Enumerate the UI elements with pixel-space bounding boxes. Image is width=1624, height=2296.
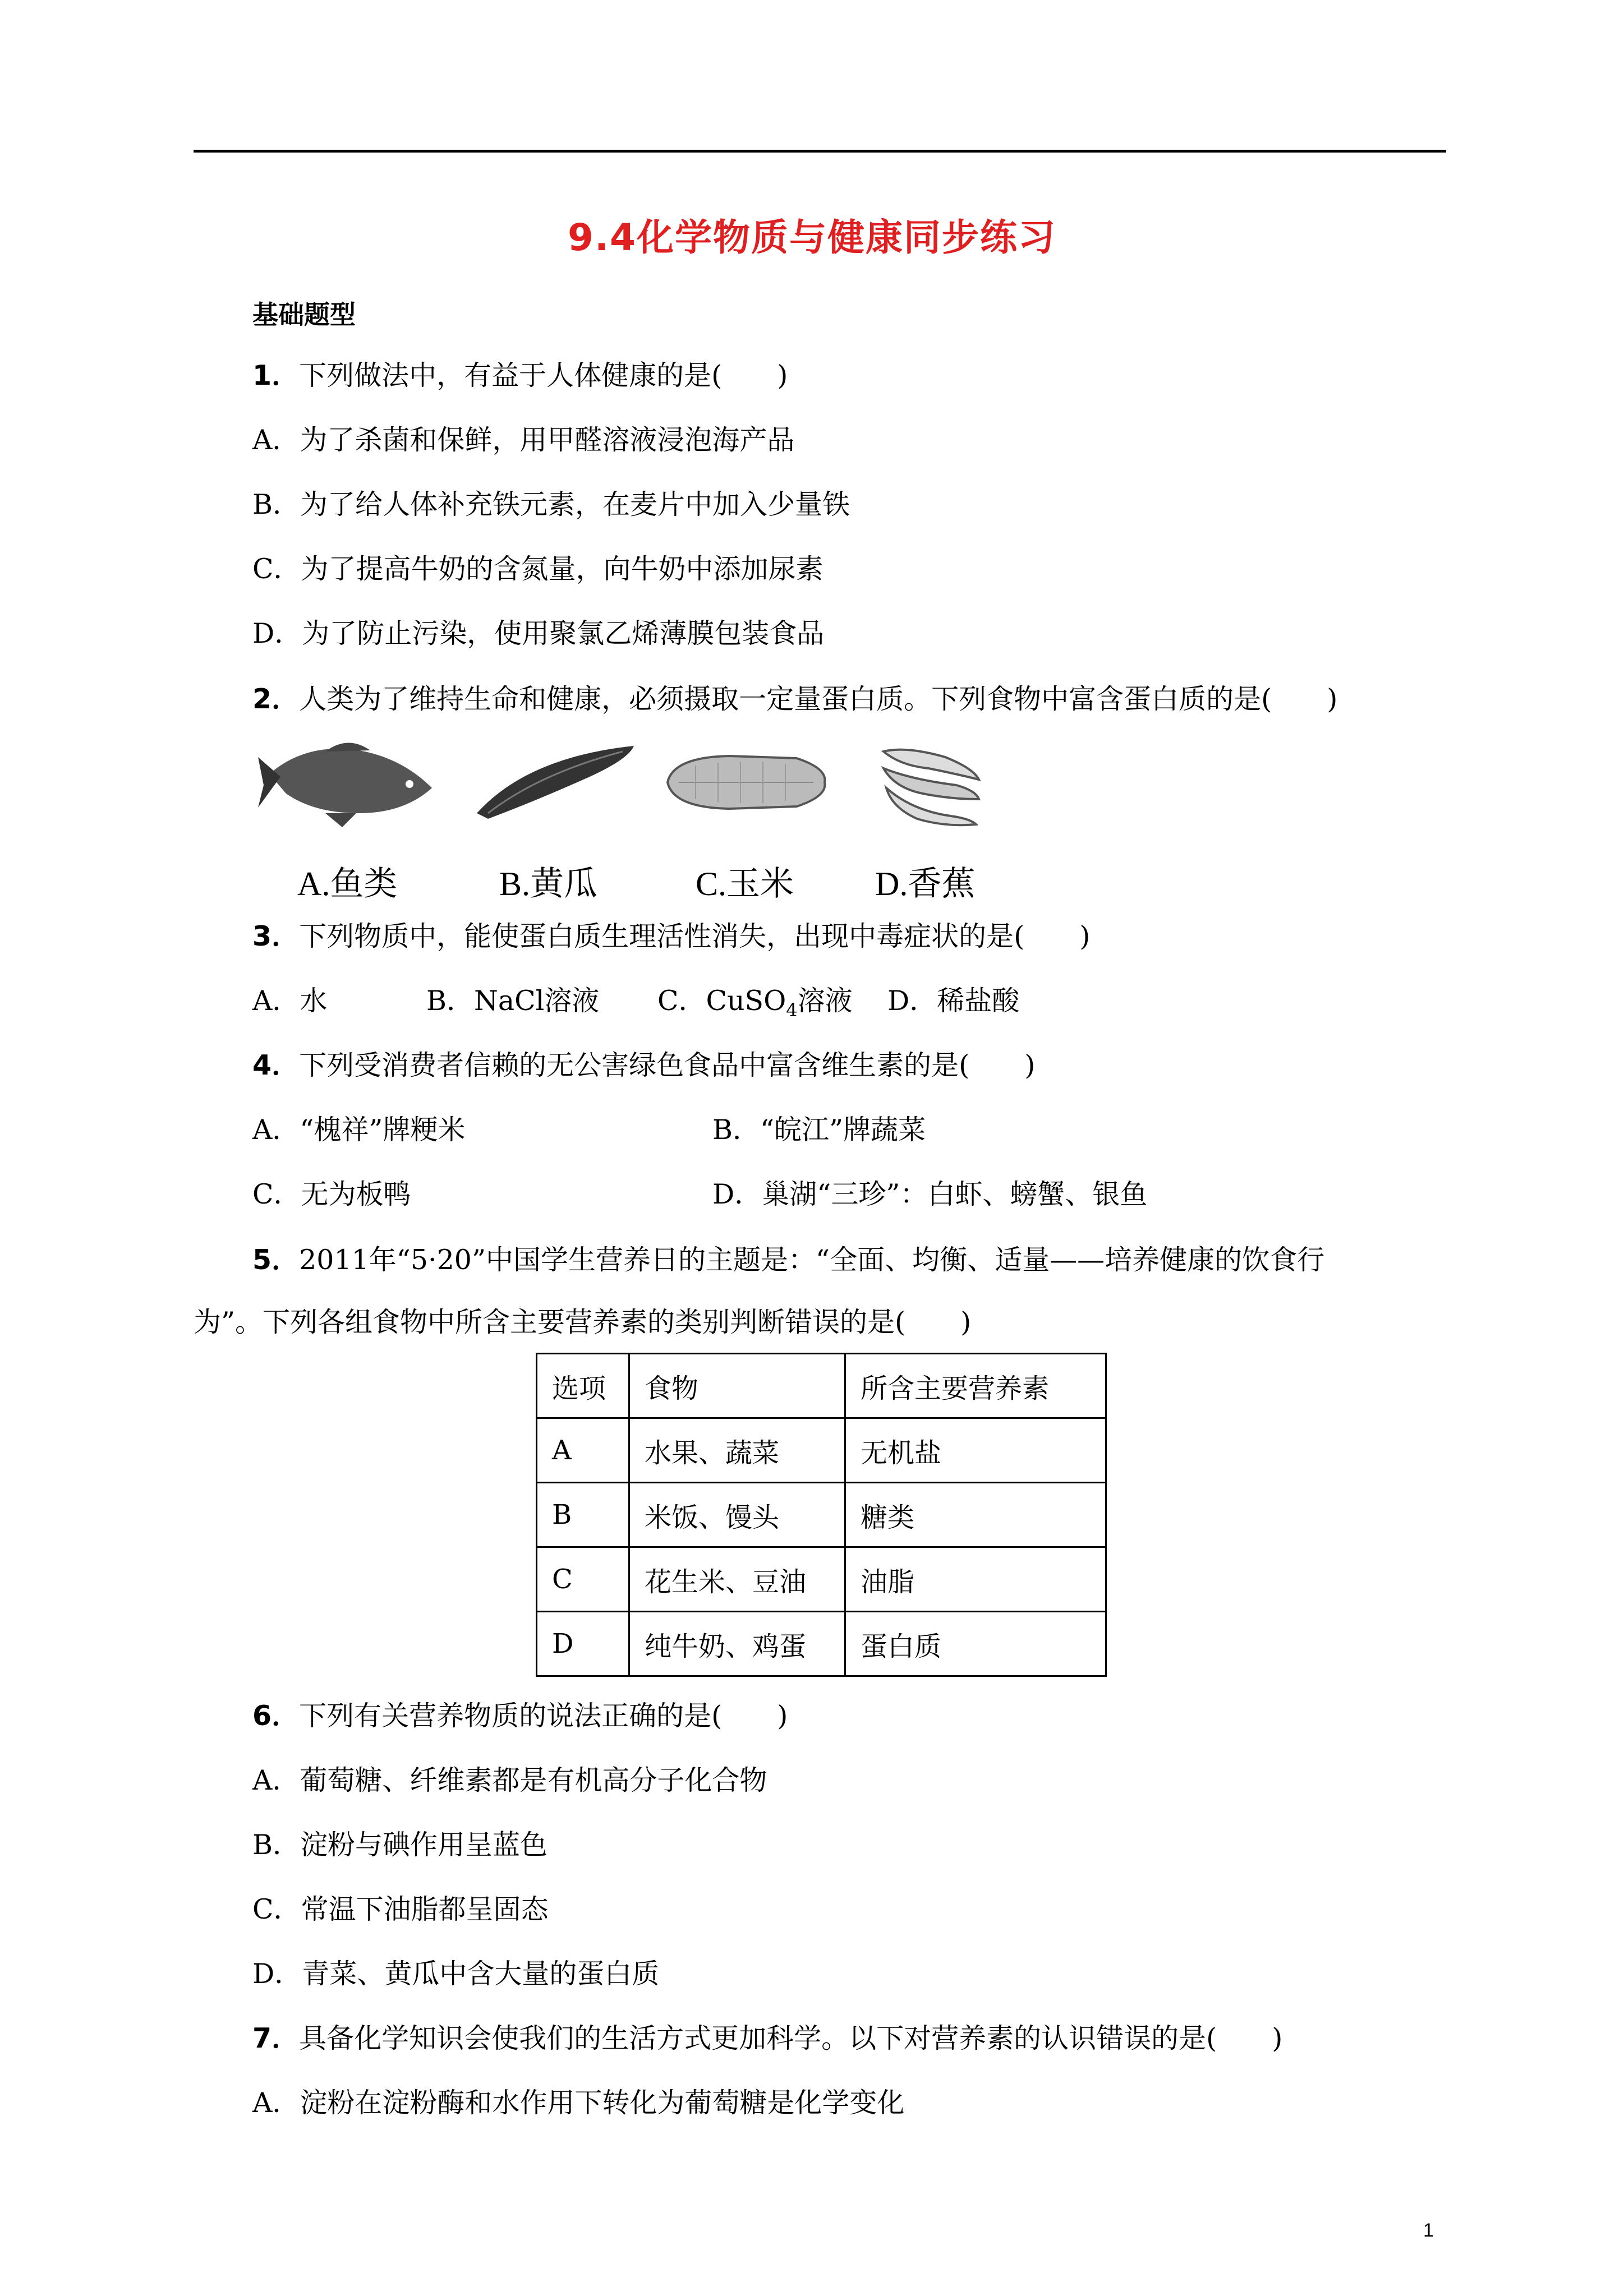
table-header-row [537, 1354, 1106, 1418]
option-a: A．水 [252, 985, 328, 1017]
page-number: 1 [1423, 2220, 1434, 2241]
table-cell: D [537, 1612, 629, 1676]
table-cell: 糖类 [845, 1483, 1106, 1547]
option-c: C．为了提高牛奶的含氮量，向牛奶中添加尿素 [252, 553, 823, 585]
table-cell: 纯牛奶、鸡蛋 [629, 1612, 845, 1676]
question-6 [252, 1702, 788, 1730]
food-label-d: D.香蕉 [875, 865, 976, 902]
question-number: 2． [252, 683, 300, 715]
question-stem: 下列做法中，有益于人体健康的是( ) [299, 359, 788, 391]
question-stem-continued: 为”。下列各组食物中所含主要营养素的类别判断错误的是( ) [194, 1306, 972, 1338]
table-header-cell: 所含主要营养素 [845, 1354, 1106, 1418]
option-d: D．巢湖“三珍”：白虾、螃蟹、银鱼 [712, 1178, 1148, 1210]
question-stem: 人类为了维持生命和健康，必须摄取一定量蛋白质。下列食物中富含蛋白质的是( ) [299, 683, 1338, 715]
table-header-cell: 选项 [537, 1354, 629, 1418]
question-3 [252, 920, 1091, 952]
option-a: A．“槐祥”牌粳米 [252, 1114, 466, 1146]
question-stem: 2011年“5·20”中国学生营养日的主题是：“全面、均衡、适量——培养健康的饮食行 [299, 1244, 1325, 1276]
section-heading: 基础题型 [252, 299, 356, 330]
table-cell: B [537, 1483, 629, 1547]
food-label-b: B.黄瓜 [499, 865, 598, 902]
option-b: B．“皖江”牌蔬菜 [712, 1114, 926, 1146]
table-cell: A [537, 1418, 629, 1483]
table-header-cell: 食物 [629, 1354, 845, 1418]
option-d: D．稀盐酸 [887, 985, 1020, 1017]
option-a: A．淀粉在淀粉酶和水作用下转化为葡萄糖是化学变化 [252, 2087, 905, 2119]
table-cell: 花生米、豆油 [629, 1547, 845, 1612]
food-label-c: C.玉米 [696, 865, 794, 902]
table-row [537, 1418, 1106, 1483]
table-row [537, 1547, 1106, 1612]
option-b: B．淀粉与碘作用呈蓝色 [252, 1829, 548, 1861]
table-cell: 水果、蔬菜 [629, 1418, 845, 1483]
question-stem: 下列受消费者信赖的无公害绿色食品中富含维生素的是( ) [299, 1049, 1036, 1081]
nutrient-table [536, 1353, 1107, 1677]
table-cell: 米饭、馒头 [629, 1483, 845, 1547]
option-d: D．为了防止污染，使用聚氯乙烯薄膜包装食品 [252, 617, 825, 649]
option-c: C．常温下油脂都呈固态 [252, 1893, 549, 1925]
fish-icon [258, 735, 443, 830]
option-c-text: C．CuSO [657, 985, 786, 1017]
question-1 [252, 359, 788, 391]
corn-icon [662, 735, 830, 830]
table-cell: 无机盐 [845, 1418, 1106, 1483]
option-a: A．为了杀菌和保鲜，用甲醛溶液浸泡海产品 [252, 424, 795, 456]
header-rule [194, 150, 1446, 153]
question-stem: 下列物质中，能使蛋白质生理活性消失，出现中毒症状的是( ) [299, 920, 1091, 952]
table-cell: 油脂 [845, 1547, 1106, 1612]
question-5 [252, 1246, 1324, 1274]
table-cell: 蛋白质 [845, 1612, 1106, 1676]
table-cell: C [537, 1547, 629, 1612]
option-c [657, 987, 887, 1019]
cucumber-icon [471, 735, 640, 830]
question-stem: 下列有关营养物质的说法正确的是( ) [299, 1700, 788, 1732]
option-c-subscript: 4 [786, 999, 798, 1021]
question-number: 3． [252, 920, 300, 952]
question-stem: 具备化学知识会使我们的生活方式更加科学。以下对营养素的认识错误的是( ) [299, 2022, 1283, 2054]
page-title: 9.4化学物质与健康同步练习 [568, 216, 1056, 259]
option-b: B．为了给人体补充铁元素，在麦片中加入少量铁 [252, 488, 850, 520]
options-row [252, 987, 1019, 1019]
option-d: D．青菜、黄瓜中含大量的蛋白质 [252, 1958, 660, 1990]
question-number: 1． [252, 359, 300, 391]
table-row [537, 1483, 1106, 1547]
table-row [537, 1612, 1106, 1676]
option-a: A．葡萄糖、纤维素都是有机高分子化合物 [252, 1764, 767, 1796]
question-number: 5． [252, 1244, 300, 1276]
question-number: 4． [252, 1049, 300, 1081]
question-2 [252, 685, 1337, 713]
question-7 [252, 2022, 1283, 2054]
option-b: B．NaCl溶液 [426, 985, 600, 1017]
question-4 [252, 1049, 1036, 1081]
question-number: 6． [252, 1700, 300, 1732]
food-label-a: A.鱼类 [297, 865, 398, 902]
banana-icon [872, 735, 984, 830]
question-number: 7． [252, 2022, 300, 2054]
option-c: C．无为板鸭 [252, 1178, 411, 1210]
option-c-suffix: 溶液 [797, 985, 853, 1017]
